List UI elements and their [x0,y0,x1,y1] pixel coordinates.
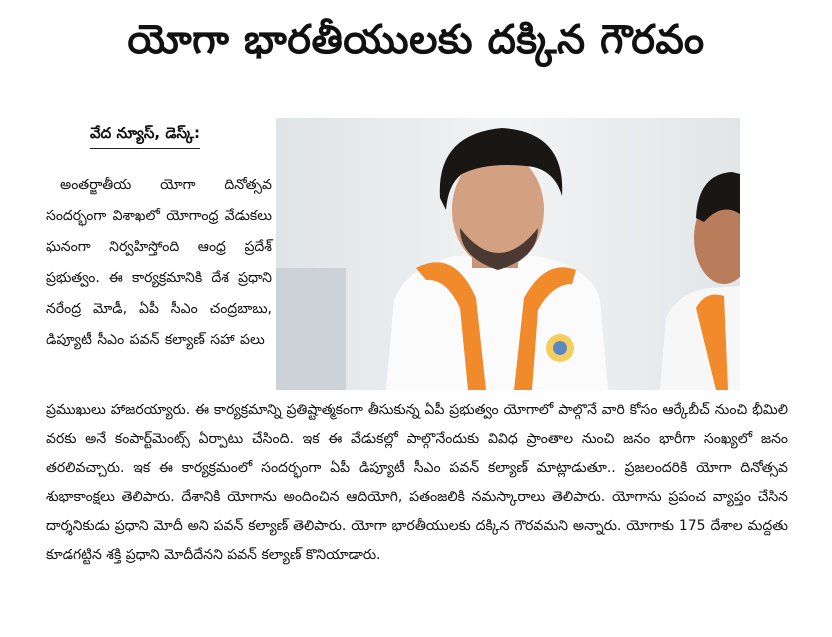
column-text-body: అంతర్జాతీయ యోగా దినోత్సవ సందర్భంగా విశాఖలో యోగాంధ్ర వేడుకలు ఘనంగా నిర్వహిస్తోంది ఆంధ్ర ప్రదేశ్ ప్రభుత్వం. ఈ కార్యక్రమానికి దేశ ప్రధాని నరేంద్ర మోడీ, ఏపీ సీఎం చంద్రబాబు, డిప్యూటీ సీఎం పవన్ కల్యాణ్ సహా పలు [46,177,272,348]
byline: వేద న్యూస్, డెస్క్: [90,124,200,149]
headline: యోగా భారతీయులకు దక్కిన గౌరవం [127,17,705,63]
article-full-width-text: ప్రముఖులు హాజరయ్యారు. ఈ కార్యక్రమాన్ని ప్రతిష్టాత్మకంగా తీసుకున్న ఏపీ ప్రభుత్వం యోగాలో పాల్గొనే వారి కోసం ఆర్కేబీచ్ నుంచి భీమిలి వరకు అనే కంపార్ట్‌మెంట్స్ ఏర్పాటు చేసింది. ఇక ఈ వేడుకల్లో పాల్గొనేందుకు వివిధ ప్రాంతాల నుంచి జనం భారీగా సంఖ్యలో జనం తరలివచ్చారు. ఇక ఈ కార్యక్రమంలో సందర్భంగా ఏపీ డిప్యూటీ సీఎం పవన్ కల్యాణ్ మాట్లాడుతూ.. ప్రజలందరికి యోగా దినోత్సవ శుభాకాంక్షలు తెలిపారు. దేశానికి యోగాను అందించిన ఆదియోగి, పతంజలికి నమస్కారాలు తెలిపారు. యోగాను ప్రపంచ వ్యాప్తం చేసిన దార్శనికుడు ప్రధాని మోదీ అని పవన్ కల్యాణ్ తెలిపారు. యోగా భారతీయులకు దక్కిన గౌరవమని అన్నారు. యోగాకు 175 దేశాల మద్దతు కూడగట్టిన శక్తి ప్రధాని మోదీదేనని పవన్ కల్యాణ్ కొనియాడారు. [46,402,788,563]
news-photo [276,118,740,390]
article-column-text [46,170,272,356]
photo-illustration [276,118,740,390]
